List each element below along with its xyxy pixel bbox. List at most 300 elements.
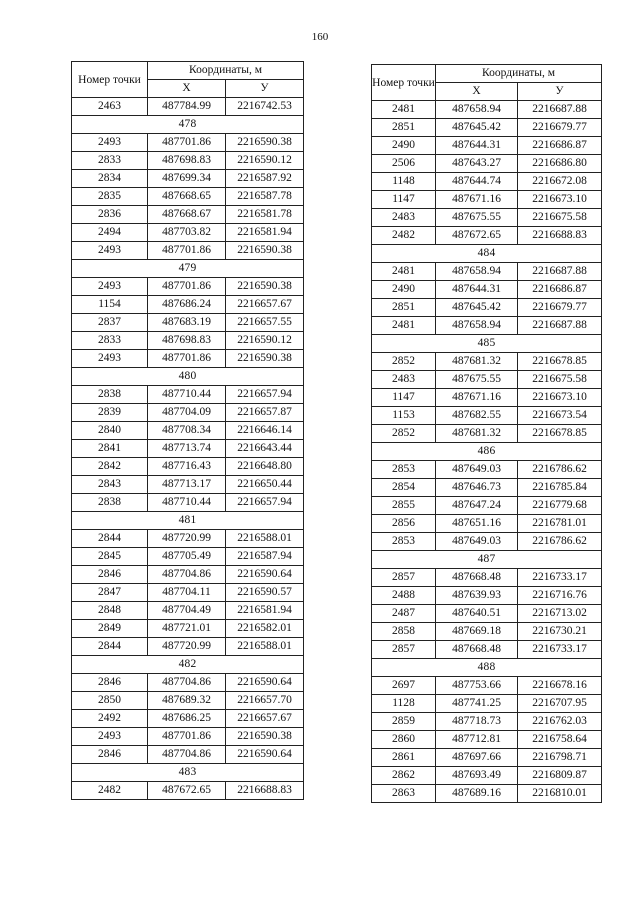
- table-row: [72, 620, 304, 638]
- y-coordinate-cell: 2216590.38: [226, 242, 304, 260]
- point-number-cell: 2846: [72, 746, 148, 764]
- table-row: [372, 353, 602, 371]
- x-coordinate-cell: 487713.74: [148, 440, 226, 458]
- y-coordinate-cell: 2216716.76: [518, 587, 602, 605]
- x-coordinate-cell: 487645.42: [436, 299, 518, 317]
- table-row: [72, 782, 304, 800]
- table-row: [372, 281, 602, 299]
- x-coordinate-cell: 487698.83: [148, 332, 226, 350]
- table-row: [372, 173, 602, 191]
- x-coordinate-cell: 487672.65: [436, 227, 518, 245]
- x-coordinate-cell: 487698.83: [148, 152, 226, 170]
- y-coordinate-cell: 2216590.38: [226, 350, 304, 368]
- point-number-cell: 2859: [372, 713, 436, 731]
- y-coordinate-cell: 2216646.14: [226, 422, 304, 440]
- x-coordinate-cell: 487693.49: [436, 767, 518, 785]
- section-row: [372, 551, 602, 569]
- x-coordinate-cell: 487721.01: [148, 620, 226, 638]
- x-coordinate-cell: 487708.34: [148, 422, 226, 440]
- table-row: [372, 695, 602, 713]
- table-row: [372, 371, 602, 389]
- y-coordinate-cell: 2216657.94: [226, 494, 304, 512]
- point-number-cell: 2845: [72, 548, 148, 566]
- point-number-cell: 1147: [372, 191, 436, 209]
- table-row: [372, 317, 602, 335]
- section-number: 486: [372, 443, 602, 461]
- y-coordinate-cell: 2216687.88: [518, 317, 602, 335]
- point-number-cell: 2490: [372, 281, 436, 299]
- point-number-cell: 1147: [372, 389, 436, 407]
- x-coordinate-cell: 487686.24: [148, 296, 226, 314]
- header-x: X: [436, 83, 518, 101]
- x-coordinate-cell: 487668.67: [148, 206, 226, 224]
- table-row: [372, 425, 602, 443]
- point-number-cell: 2493: [72, 350, 148, 368]
- table-row: [72, 170, 304, 188]
- x-coordinate-cell: 487649.03: [436, 461, 518, 479]
- y-coordinate-cell: 2216657.94: [226, 386, 304, 404]
- y-coordinate-cell: 2216590.64: [226, 674, 304, 692]
- point-number-cell: 2844: [72, 530, 148, 548]
- x-coordinate-cell: 487784.99: [148, 98, 226, 116]
- point-number-cell: 2833: [72, 152, 148, 170]
- y-coordinate-cell: 2216762.03: [518, 713, 602, 731]
- table-row: [72, 692, 304, 710]
- x-coordinate-cell: 487720.99: [148, 530, 226, 548]
- x-coordinate-cell: 487710.44: [148, 494, 226, 512]
- y-coordinate-cell: 2216643.44: [226, 440, 304, 458]
- x-coordinate-cell: 487703.82: [148, 224, 226, 242]
- y-coordinate-cell: 2216590.57: [226, 584, 304, 602]
- table-row: [372, 461, 602, 479]
- x-coordinate-cell: 487704.49: [148, 602, 226, 620]
- table-body-right: [372, 101, 602, 803]
- point-number-cell: 2488: [372, 587, 436, 605]
- x-coordinate-cell: 487712.81: [436, 731, 518, 749]
- y-coordinate-cell: 2216673.10: [518, 191, 602, 209]
- section-row: [72, 764, 304, 782]
- table-row: [72, 134, 304, 152]
- y-coordinate-cell: 2216588.01: [226, 638, 304, 656]
- x-coordinate-cell: 487644.31: [436, 137, 518, 155]
- table-row: [372, 263, 602, 281]
- point-number-cell: 2853: [372, 533, 436, 551]
- point-number-cell: 2835: [72, 188, 148, 206]
- section-number: 478: [72, 116, 304, 134]
- table-row: [72, 530, 304, 548]
- table-row: [72, 494, 304, 512]
- y-coordinate-cell: 2216581.94: [226, 224, 304, 242]
- table-row: [372, 299, 602, 317]
- x-coordinate-cell: 487644.31: [436, 281, 518, 299]
- point-number-cell: 2834: [72, 170, 148, 188]
- point-number-cell: 2493: [72, 278, 148, 296]
- x-coordinate-cell: 487704.86: [148, 674, 226, 692]
- point-number-cell: 2490: [372, 137, 436, 155]
- point-number-cell: 2837: [72, 314, 148, 332]
- header-coordinates: Координаты, м: [436, 65, 602, 83]
- y-coordinate-cell: 2216688.83: [226, 782, 304, 800]
- table-row: [372, 497, 602, 515]
- x-coordinate-cell: 487704.09: [148, 404, 226, 422]
- y-coordinate-cell: 2216786.62: [518, 533, 602, 551]
- header-y: У: [518, 83, 602, 101]
- y-coordinate-cell: 2216786.62: [518, 461, 602, 479]
- table-row: [372, 569, 602, 587]
- table-row: [72, 674, 304, 692]
- y-coordinate-cell: 2216588.01: [226, 530, 304, 548]
- point-number-cell: 2856: [372, 515, 436, 533]
- x-coordinate-cell: 487699.34: [148, 170, 226, 188]
- x-coordinate-cell: 487689.32: [148, 692, 226, 710]
- table-row: [372, 767, 602, 785]
- y-coordinate-cell: 2216673.10: [518, 389, 602, 407]
- page-number: 160: [311, 31, 329, 43]
- y-coordinate-cell: 2216730.21: [518, 623, 602, 641]
- y-coordinate-cell: 2216678.16: [518, 677, 602, 695]
- point-number-cell: 2852: [372, 425, 436, 443]
- x-coordinate-cell: 487668.48: [436, 569, 518, 587]
- y-coordinate-cell: 2216687.88: [518, 101, 602, 119]
- x-coordinate-cell: 487671.16: [436, 191, 518, 209]
- x-coordinate-cell: 487701.86: [148, 728, 226, 746]
- point-number-cell: 2493: [72, 242, 148, 260]
- header-point-number: Номер точки: [72, 62, 148, 98]
- point-number-cell: 2493: [72, 134, 148, 152]
- y-coordinate-cell: 2216809.87: [518, 767, 602, 785]
- x-coordinate-cell: 487683.19: [148, 314, 226, 332]
- table-row: [372, 713, 602, 731]
- table-row: [372, 155, 602, 173]
- point-number-cell: 2851: [372, 119, 436, 137]
- x-coordinate-cell: 487668.65: [148, 188, 226, 206]
- y-coordinate-cell: 2216650.44: [226, 476, 304, 494]
- y-coordinate-cell: 2216758.64: [518, 731, 602, 749]
- section-number: 484: [372, 245, 602, 263]
- y-coordinate-cell: 2216798.71: [518, 749, 602, 767]
- point-number-cell: 2494: [72, 224, 148, 242]
- y-coordinate-cell: 2216657.67: [226, 296, 304, 314]
- table-row: [72, 332, 304, 350]
- y-coordinate-cell: 2216678.85: [518, 425, 602, 443]
- y-coordinate-cell: 2216679.77: [518, 299, 602, 317]
- y-coordinate-cell: 2216590.64: [226, 566, 304, 584]
- section-number: 485: [372, 335, 602, 353]
- table-row: [72, 422, 304, 440]
- x-coordinate-cell: 487704.11: [148, 584, 226, 602]
- x-coordinate-cell: 487704.86: [148, 746, 226, 764]
- x-coordinate-cell: 487658.94: [436, 317, 518, 335]
- point-number-cell: 2863: [372, 785, 436, 803]
- point-number-cell: 2854: [372, 479, 436, 497]
- y-coordinate-cell: 2216678.85: [518, 353, 602, 371]
- table-row: [72, 278, 304, 296]
- x-coordinate-cell: 487672.65: [148, 782, 226, 800]
- point-number-cell: 2858: [372, 623, 436, 641]
- table-row: [72, 242, 304, 260]
- x-coordinate-cell: 487716.43: [148, 458, 226, 476]
- x-coordinate-cell: 487647.24: [436, 497, 518, 515]
- y-coordinate-cell: 2216675.58: [518, 209, 602, 227]
- table-row: [372, 623, 602, 641]
- x-coordinate-cell: 487720.99: [148, 638, 226, 656]
- point-number-cell: 2848: [72, 602, 148, 620]
- table-row: [72, 728, 304, 746]
- point-number-cell: 2481: [372, 317, 436, 335]
- y-coordinate-cell: 2216686.87: [518, 137, 602, 155]
- section-number: 487: [372, 551, 602, 569]
- point-number-cell: 2838: [72, 386, 148, 404]
- x-coordinate-cell: 487741.25: [436, 695, 518, 713]
- point-number-cell: 2851: [372, 299, 436, 317]
- point-number-cell: 2481: [372, 101, 436, 119]
- header-x: X: [148, 80, 226, 98]
- table-row: [372, 605, 602, 623]
- point-number-cell: 2833: [72, 332, 148, 350]
- section-number: 482: [72, 656, 304, 674]
- point-number-cell: 2487: [372, 605, 436, 623]
- x-coordinate-cell: 487646.73: [436, 479, 518, 497]
- y-coordinate-cell: 2216581.78: [226, 206, 304, 224]
- point-number-cell: 2843: [72, 476, 148, 494]
- y-coordinate-cell: 2216648.80: [226, 458, 304, 476]
- section-row: [372, 443, 602, 461]
- table-row: [72, 602, 304, 620]
- y-coordinate-cell: 2216587.78: [226, 188, 304, 206]
- section-row: [372, 659, 602, 677]
- table-row: [72, 188, 304, 206]
- section-row: [72, 368, 304, 386]
- x-coordinate-cell: 487644.74: [436, 173, 518, 191]
- point-number-cell: 2482: [72, 782, 148, 800]
- x-coordinate-cell: 487668.48: [436, 641, 518, 659]
- x-coordinate-cell: 487705.49: [148, 548, 226, 566]
- section-row: [72, 656, 304, 674]
- table-row: [372, 227, 602, 245]
- table-row: [72, 458, 304, 476]
- y-coordinate-cell: 2216686.80: [518, 155, 602, 173]
- y-coordinate-cell: 2216590.64: [226, 746, 304, 764]
- section-row: [372, 245, 602, 263]
- point-number-cell: 2493: [72, 728, 148, 746]
- x-coordinate-cell: 487701.86: [148, 350, 226, 368]
- table-row: [72, 224, 304, 242]
- point-number-cell: 2841: [72, 440, 148, 458]
- x-coordinate-cell: 487639.93: [436, 587, 518, 605]
- table-row: [72, 566, 304, 584]
- point-number-cell: 2855: [372, 497, 436, 515]
- x-coordinate-cell: 487681.32: [436, 425, 518, 443]
- table-row: [372, 389, 602, 407]
- point-number-cell: 2838: [72, 494, 148, 512]
- section-number: 481: [72, 512, 304, 530]
- y-coordinate-cell: 2216673.54: [518, 407, 602, 425]
- table-row: [72, 350, 304, 368]
- point-number-cell: 2861: [372, 749, 436, 767]
- x-coordinate-cell: 487701.86: [148, 242, 226, 260]
- table-row: [372, 191, 602, 209]
- x-coordinate-cell: 487718.73: [436, 713, 518, 731]
- table-row: [372, 515, 602, 533]
- point-number-cell: 2836: [72, 206, 148, 224]
- point-number-cell: 2842: [72, 458, 148, 476]
- point-number-cell: 2846: [72, 674, 148, 692]
- section-row: [72, 512, 304, 530]
- y-coordinate-cell: 2216590.38: [226, 278, 304, 296]
- x-coordinate-cell: 487704.86: [148, 566, 226, 584]
- x-coordinate-cell: 487689.16: [436, 785, 518, 803]
- section-row: [72, 260, 304, 278]
- y-coordinate-cell: 2216687.88: [518, 263, 602, 281]
- point-number-cell: 2847: [72, 584, 148, 602]
- header-point-number: Номер точки: [372, 65, 436, 101]
- section-row: [372, 335, 602, 353]
- y-coordinate-cell: 2216675.58: [518, 371, 602, 389]
- y-coordinate-cell: 2216733.17: [518, 569, 602, 587]
- point-number-cell: 1153: [372, 407, 436, 425]
- header-y: У: [226, 80, 304, 98]
- table-row: [72, 386, 304, 404]
- x-coordinate-cell: 487675.55: [436, 209, 518, 227]
- point-number-cell: 2857: [372, 569, 436, 587]
- table-row: [72, 548, 304, 566]
- y-coordinate-cell: 2216707.95: [518, 695, 602, 713]
- table-row: [72, 296, 304, 314]
- section-row: [72, 116, 304, 134]
- point-number-cell: 2481: [372, 263, 436, 281]
- point-number-cell: 2860: [372, 731, 436, 749]
- x-coordinate-cell: 487671.16: [436, 389, 518, 407]
- y-coordinate-cell: 2216742.53: [226, 98, 304, 116]
- table-row: [72, 206, 304, 224]
- table-row: [372, 119, 602, 137]
- table-row: [372, 407, 602, 425]
- table-row: [72, 404, 304, 422]
- x-coordinate-cell: 487753.66: [436, 677, 518, 695]
- point-number-cell: 2852: [372, 353, 436, 371]
- x-coordinate-cell: 487701.86: [148, 134, 226, 152]
- table-row: [72, 746, 304, 764]
- point-number-cell: 2846: [72, 566, 148, 584]
- y-coordinate-cell: 2216590.38: [226, 134, 304, 152]
- y-coordinate-cell: 2216657.87: [226, 404, 304, 422]
- point-number-cell: 2492: [72, 710, 148, 728]
- table-row: [372, 533, 602, 551]
- point-number-cell: 2849: [72, 620, 148, 638]
- y-coordinate-cell: 2216781.01: [518, 515, 602, 533]
- table-row: [72, 152, 304, 170]
- section-number: 483: [72, 764, 304, 782]
- table-row: [72, 638, 304, 656]
- section-number: 488: [372, 659, 602, 677]
- table-row: [372, 587, 602, 605]
- x-coordinate-cell: 487669.18: [436, 623, 518, 641]
- y-coordinate-cell: 2216779.68: [518, 497, 602, 515]
- point-number-cell: 2840: [72, 422, 148, 440]
- point-number-cell: 2857: [372, 641, 436, 659]
- x-coordinate-cell: 487686.25: [148, 710, 226, 728]
- table-row: [372, 641, 602, 659]
- table-row: [72, 440, 304, 458]
- point-number-cell: 1154: [72, 296, 148, 314]
- table-row: [72, 584, 304, 602]
- y-coordinate-cell: 2216657.70: [226, 692, 304, 710]
- point-number-cell: 2483: [372, 209, 436, 227]
- table-row: [372, 677, 602, 695]
- point-number-cell: 2482: [372, 227, 436, 245]
- point-number-cell: 2463: [72, 98, 148, 116]
- x-coordinate-cell: 487640.51: [436, 605, 518, 623]
- x-coordinate-cell: 487658.94: [436, 263, 518, 281]
- y-coordinate-cell: 2216679.77: [518, 119, 602, 137]
- x-coordinate-cell: 487658.94: [436, 101, 518, 119]
- y-coordinate-cell: 2216590.38: [226, 728, 304, 746]
- point-number-cell: 2506: [372, 155, 436, 173]
- coordinates-table-left: [71, 61, 304, 800]
- table-row: [372, 785, 602, 803]
- x-coordinate-cell: 487697.66: [436, 749, 518, 767]
- point-number-cell: 1128: [372, 695, 436, 713]
- x-coordinate-cell: 487682.55: [436, 407, 518, 425]
- table-row: [372, 479, 602, 497]
- x-coordinate-cell: 487645.42: [436, 119, 518, 137]
- y-coordinate-cell: 2216581.94: [226, 602, 304, 620]
- point-number-cell: 2839: [72, 404, 148, 422]
- x-coordinate-cell: 487713.17: [148, 476, 226, 494]
- y-coordinate-cell: 2216785.84: [518, 479, 602, 497]
- y-coordinate-cell: 2216810.01: [518, 785, 602, 803]
- y-coordinate-cell: 2216582.01: [226, 620, 304, 638]
- y-coordinate-cell: 2216587.94: [226, 548, 304, 566]
- section-number: 480: [72, 368, 304, 386]
- point-number-cell: 1148: [372, 173, 436, 191]
- y-coordinate-cell: 2216590.12: [226, 152, 304, 170]
- y-coordinate-cell: 2216657.67: [226, 710, 304, 728]
- x-coordinate-cell: 487643.27: [436, 155, 518, 173]
- y-coordinate-cell: 2216590.12: [226, 332, 304, 350]
- table-row: [372, 101, 602, 119]
- table-row: [372, 137, 602, 155]
- point-number-cell: 2697: [372, 677, 436, 695]
- table-row: [372, 731, 602, 749]
- point-number-cell: 2853: [372, 461, 436, 479]
- coordinates-table-right: [371, 64, 602, 803]
- table-row: [72, 476, 304, 494]
- table-body-left: [72, 98, 304, 800]
- y-coordinate-cell: 2216672.08: [518, 173, 602, 191]
- y-coordinate-cell: 2216688.83: [518, 227, 602, 245]
- point-number-cell: 2844: [72, 638, 148, 656]
- x-coordinate-cell: 487675.55: [436, 371, 518, 389]
- y-coordinate-cell: 2216657.55: [226, 314, 304, 332]
- point-number-cell: 2483: [372, 371, 436, 389]
- y-coordinate-cell: 2216587.92: [226, 170, 304, 188]
- table-row: [72, 98, 304, 116]
- y-coordinate-cell: 2216713.02: [518, 605, 602, 623]
- x-coordinate-cell: 487710.44: [148, 386, 226, 404]
- y-coordinate-cell: 2216686.87: [518, 281, 602, 299]
- y-coordinate-cell: 2216733.17: [518, 641, 602, 659]
- table-row: [372, 209, 602, 227]
- x-coordinate-cell: 487649.03: [436, 533, 518, 551]
- section-number: 479: [72, 260, 304, 278]
- table-row: [372, 749, 602, 767]
- table-row: [72, 710, 304, 728]
- header-coordinates: Координаты, м: [148, 62, 304, 80]
- x-coordinate-cell: 487701.86: [148, 278, 226, 296]
- x-coordinate-cell: 487651.16: [436, 515, 518, 533]
- x-coordinate-cell: 487681.32: [436, 353, 518, 371]
